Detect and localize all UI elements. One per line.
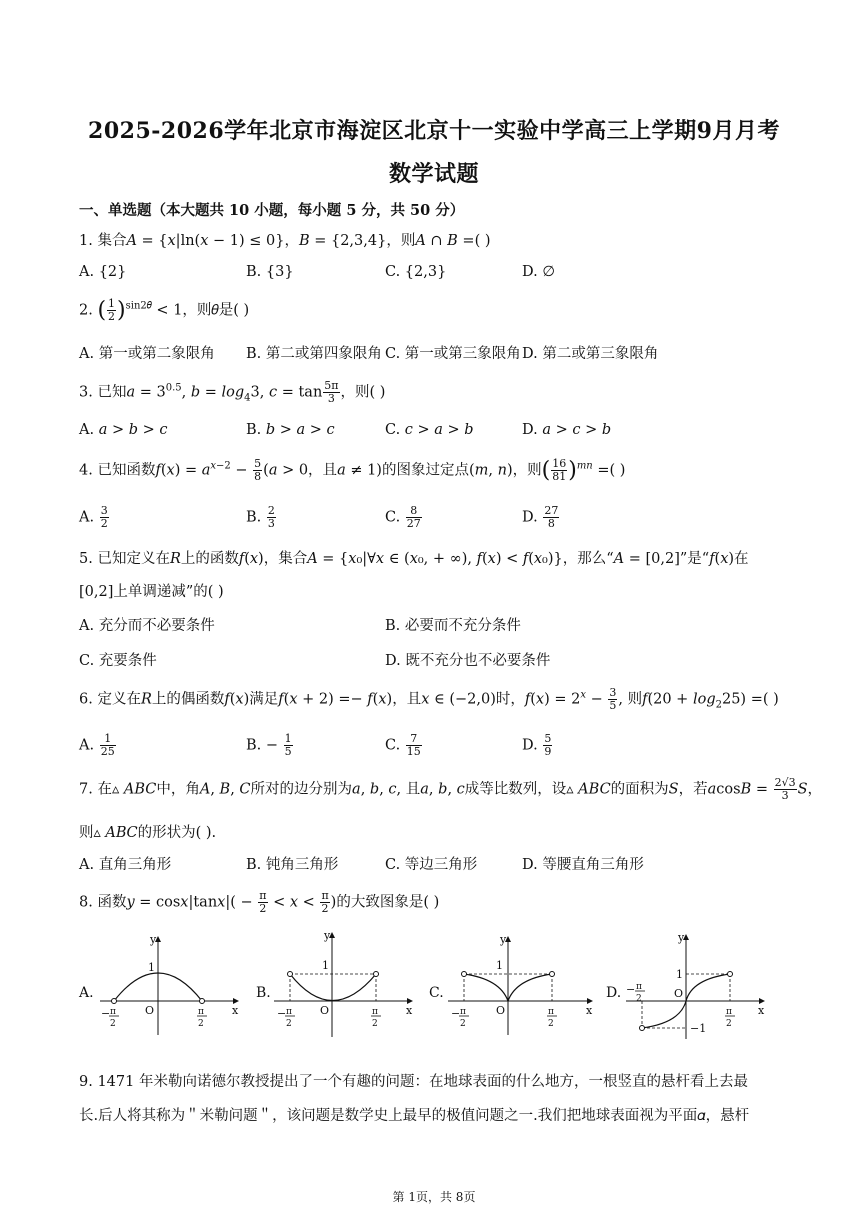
svg-text:2: 2 [286,1019,292,1029]
svg-text:π: π [636,982,642,992]
svg-text:2: 2 [372,1019,378,1029]
svg-text:y: y [150,933,157,946]
svg-text:2: 2 [198,1019,204,1029]
q6-option-a: A. $\frac{1}{25}$ [79,732,115,758]
svg-text:1: 1 [496,959,503,972]
q3-option-a: A. 𝑎 > 𝑏 > 𝑐 [79,422,168,438]
svg-text:π: π [548,1007,554,1017]
svg-text:1: 1 [676,968,683,981]
question-5-line2: [0,2]上单调递减”的( ) [79,584,224,600]
svg-text:π: π [110,1007,116,1017]
svg-text:π: π [372,1007,378,1017]
question-9-line1: 9. 1471 年米勒向诺德尔教授提出了一个有趣的问题：在地球表面的什么地方，一根竖直的悬杆看上去最 [79,1074,748,1090]
q2-option-d: D. 第二或第三象限角 [522,346,659,362]
svg-text:A.: A. [79,985,94,1001]
svg-text:−: − [101,1007,111,1020]
question-5-line1: 5. 已知定义在𝑅上的函数𝑓(𝑥)，集合𝐴 = {𝑥₀|∀𝑥 ∈ (𝑥₀, + ∞), 𝑓(𝑥) < 𝑓(𝑥₀)}，那么“𝐴 = [0,2]”是“𝑓(𝑥)在 [79,551,749,567]
exam-title: 2025-2026学年北京市海淀区北京十一实验中学高三上学期9月月考 [88,118,780,144]
question-6: 6. 定义在R上的偶函数f(x)满足f(x + 2) =− f(x)，且x ∈ (−2,0)时，$f(x) = 2^x$ − $\frac{3}{5}$ , 则$f(20 + \log_225)$ =( ) [79,686,779,712]
q3-option-d: D. 𝑎 > 𝑐 > 𝑏 [522,422,612,438]
svg-text:y: y [500,933,507,946]
q1-option-b: B. {3} [246,264,294,280]
question-1: 1. 集合𝐴 = {𝑥|ln(𝑥 − 1) ≤ 0}，𝐵 = {2,3,4}，则𝐴 ∩ 𝐵 =( ) [79,233,491,249]
q6-option-d: D. $\frac{5}{9}$ [522,732,552,758]
q2-exponent: sin2𝜃 [125,300,152,312]
q5-option-a: A. 充分而不必要条件 [79,618,215,634]
question-2: 2. ( $\frac{1}{2}$ )$^{sin2𝜃}$ < 1，则𝜃是( ) [79,297,250,323]
q2-option-a: A. 第一或第二象限角 [79,346,215,362]
svg-text:x: x [586,1004,593,1017]
q2-option-b: B. 第二或第四象限角 [246,346,382,362]
graph-b [256,929,413,1037]
svg-text:2: 2 [636,994,642,1004]
question-8: 8. 函数𝑦 = cos𝑥|tan𝑥|( − $\frac{\pi}{2}$ < x < $\frac{\pi}{2}$ )的大致图象是( ) [79,889,440,915]
svg-text:B.: B. [256,985,271,1001]
graph-c [429,933,593,1035]
q7-option-b: B. 钝角三角形 [246,857,339,873]
q7-option-c: C. 等边三角形 [385,857,478,873]
page-footer: 第 1页，共 8页 [392,1190,476,1204]
q5-option-d: D. 既不充分也不必要条件 [385,653,551,669]
q1-option-c: C. {2,3} [385,264,447,280]
section-heading: 一、单选题（本大题共 10 小题，每小题 5 分，共 50 分） [79,202,465,219]
svg-text:2: 2 [726,1019,732,1029]
svg-text:O: O [496,1004,506,1017]
exam-subtitle: 数学试题 [388,161,479,187]
q5-option-b: B. 必要而不充分条件 [385,618,521,634]
svg-text:−: − [277,1007,287,1020]
q5-option-c: C. 充要条件 [79,653,157,669]
q3-option-b: B. 𝑏 > 𝑎 > 𝑐 [246,422,335,438]
svg-text:D.: D. [606,985,622,1001]
svg-text:O: O [145,1004,155,1017]
svg-text:x: x [232,1004,239,1017]
q1-option-d: D. ∅ [522,264,555,280]
svg-text:2: 2 [548,1019,554,1029]
svg-text:O: O [674,987,684,1000]
svg-text:π: π [460,1007,466,1017]
q7-option-a: A. 直角三角形 [79,857,172,873]
svg-text:1: 1 [148,961,155,974]
svg-text:−1: −1 [690,1022,707,1035]
svg-text:π: π [198,1007,204,1017]
svg-text:2: 2 [110,1019,116,1029]
svg-text:C.: C. [429,985,444,1001]
q3-option-c: C. 𝑐 > 𝑎 > 𝑏 [385,422,474,438]
q6-option-b: B. − $\frac{1}{5}$ [246,732,292,758]
q8-graphs [0,925,868,1045]
q4-option-d: D. $\frac{27}{8}$ [522,504,559,530]
q1-option-a: A. {2} [79,264,127,280]
svg-text:−: − [451,1007,461,1020]
graph-a [78,933,239,1035]
q4-option-b: B. $\frac{2}{3}$ [246,504,275,530]
svg-text:π: π [286,1007,292,1017]
q4-option-c: C. $\frac{8}{27}$ [385,504,421,530]
q6-option-c: C. $\frac{7}{15}$ [385,732,421,758]
svg-text:x: x [758,1004,765,1017]
q2-stem: < 1，则𝜃是( ) [151,302,250,319]
question-3: 3. 已知$a = 3^{0.5}$, $b = \log_43$, c = tan $\frac{5\pi}{3}$ ，则( ) [79,379,386,405]
svg-text:O: O [320,1004,330,1017]
q7-option-d: D. 等腰直角三角形 [522,857,644,873]
question-7-line2: 则▵ 𝐴𝐵𝐶的形状为( ). [79,825,217,841]
question-9-line2: 长.后人将其称为＂米勒问题＂，该问题是数学史上最早的极值问题之一.我们把地球表面视为平面𝛼，悬杆 [79,1108,750,1124]
svg-text:x: x [406,1004,413,1017]
svg-text:1: 1 [322,959,329,972]
svg-text:2: 2 [460,1019,466,1029]
svg-text:y: y [324,929,331,942]
svg-text:−: − [626,983,636,996]
graph-d [606,931,765,1039]
svg-text:y: y [678,931,685,944]
q4-option-a: A. $\frac{3}{2}$ [79,504,108,530]
question-7-line1: 7. 在▵ ABC中，角A, B, C所对的边分别为a, b, c, 且a, b, c成等比数列，设▵ ABC的面积为S，若acosB = $\frac{2√3}{3}$ S， [79,776,823,802]
svg-text:π: π [726,1007,732,1017]
question-4: 4. 已知函数$f(x) = a^{x-2}$ − $\frac{5}{8}$ (a > 0，且a ≠ 1)的图象过定点(m, n)，则( $\frac{16}{81}$ )$^{mn}$ =( ) [79,457,626,483]
q2-option-c: C. 第一或第三象限角 [385,346,521,362]
